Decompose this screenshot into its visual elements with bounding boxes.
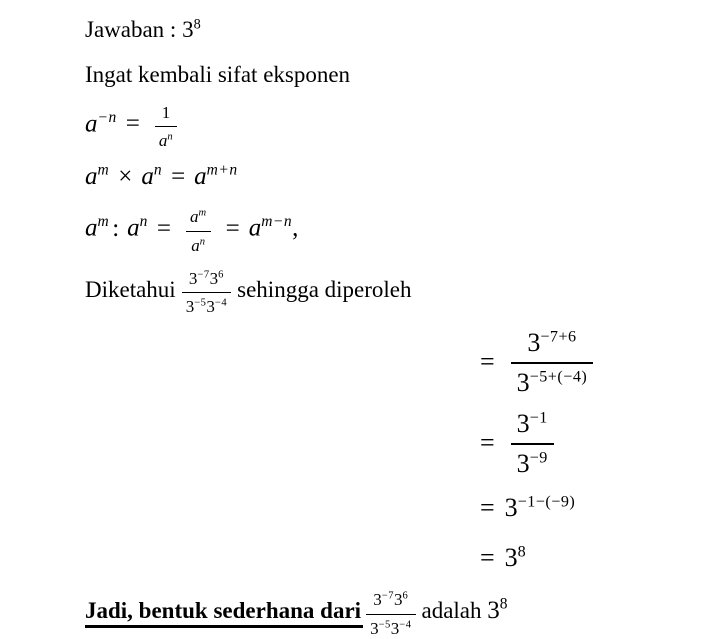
base: a — [248, 214, 262, 242]
derivation-step-3 — [480, 487, 701, 529]
colon-sign: : — [112, 214, 120, 242]
numerator — [155, 100, 177, 127]
exponent: m — [97, 213, 110, 231]
base: 3 — [188, 268, 198, 288]
given-suffix: sehingga diperoleh — [237, 276, 412, 302]
equals-sign: = — [156, 214, 172, 242]
exponent: −5+(−4) — [529, 368, 588, 386]
power — [487, 597, 508, 624]
numerator — [186, 204, 211, 231]
exponent: −5 — [194, 297, 207, 309]
exponent: 8 — [499, 595, 509, 613]
equals-sign: = — [125, 109, 140, 137]
fraction — [511, 325, 594, 398]
base: a — [190, 207, 199, 227]
equals-sign: = — [480, 493, 495, 523]
answer-line — [85, 16, 701, 45]
numerator-value: 1 — [161, 102, 171, 122]
base: 3 — [206, 297, 215, 316]
denominator — [155, 127, 177, 151]
conclusion-middle: adalah — [421, 598, 482, 624]
base: 3 — [209, 268, 219, 288]
base: a — [191, 235, 200, 255]
equals-sign: = — [480, 346, 495, 376]
base: 3 — [370, 618, 379, 638]
recall-text: Ingat kembali sifat eksponen — [85, 61, 351, 87]
equals-sign: = — [480, 543, 495, 573]
derivation-steps — [480, 325, 701, 579]
base: 3 — [516, 449, 530, 479]
numerator — [182, 266, 231, 293]
exponent: m+n — [206, 161, 238, 179]
derivation-step-2 — [480, 406, 701, 479]
derivation-step-4 — [480, 537, 701, 579]
base: a — [85, 214, 98, 242]
exponent: m — [97, 161, 110, 179]
denominator — [182, 293, 231, 317]
numerator — [366, 587, 415, 614]
rule-negative-exponent — [85, 100, 701, 152]
exponent: 6 — [218, 269, 224, 281]
exponent: n — [167, 131, 174, 143]
exponent: −9 — [529, 449, 548, 467]
recall-line — [85, 61, 701, 90]
fraction — [366, 587, 415, 639]
exponent: m — [198, 207, 207, 219]
answer-label: Jawaban : — [85, 17, 183, 42]
fraction — [155, 100, 177, 152]
base: 3 — [373, 590, 382, 610]
given-prefix: Diketahui — [85, 276, 176, 302]
derivation-step-1 — [480, 325, 701, 398]
base: 3 — [516, 368, 530, 398]
denominator — [186, 232, 211, 256]
power — [505, 493, 576, 523]
denominator — [366, 615, 415, 639]
fraction — [511, 406, 554, 479]
exponent: −7 — [381, 590, 394, 602]
equals-sign: = — [171, 163, 186, 190]
numerator — [511, 325, 594, 364]
exponent: 6 — [402, 590, 409, 602]
denominator — [511, 364, 594, 398]
base: a — [194, 163, 207, 190]
exponent: −4 — [214, 297, 228, 309]
equals-sign: = — [480, 427, 495, 457]
base: 3 — [394, 590, 403, 610]
base: a — [127, 214, 140, 242]
base: 3 — [504, 543, 518, 573]
rule-product-exponent — [85, 161, 701, 192]
fraction — [182, 266, 231, 318]
exponent: 8 — [517, 543, 527, 561]
rule-quotient-exponent — [85, 204, 701, 256]
conclusion-emphasis: Jadi, bentuk sederhana dari — [85, 598, 363, 628]
comma: , — [292, 214, 299, 242]
exponent: −1−(−9) — [517, 493, 576, 511]
exponent: −7+6 — [540, 328, 577, 346]
base: 3 — [504, 493, 518, 523]
times-sign: × — [118, 163, 133, 190]
answer-exponent: 8 — [193, 16, 202, 33]
answer-base: 3 — [182, 17, 194, 42]
base: 3 — [487, 597, 500, 625]
exponent: −5 — [378, 618, 391, 630]
exponent: −1 — [529, 409, 548, 427]
base: a — [158, 130, 168, 150]
exponent: n — [153, 161, 163, 179]
base: 3 — [185, 297, 195, 316]
equals-sign: = — [225, 214, 240, 242]
base: a — [85, 109, 98, 137]
base: a — [141, 163, 154, 190]
exponent: n — [199, 235, 206, 247]
base: 3 — [516, 409, 530, 439]
given-line — [85, 266, 701, 318]
numerator — [511, 406, 554, 445]
fraction — [186, 204, 211, 256]
power — [505, 543, 527, 573]
conclusion-line — [85, 587, 701, 639]
exponent: m−n — [261, 213, 293, 231]
denominator — [511, 445, 554, 479]
exponent: −4 — [399, 618, 412, 630]
exponent: −n — [97, 108, 117, 126]
exponent: n — [139, 213, 148, 231]
exponent: −7 — [197, 269, 210, 281]
base: a — [85, 163, 98, 190]
base: 3 — [527, 328, 541, 358]
base: 3 — [390, 618, 400, 638]
